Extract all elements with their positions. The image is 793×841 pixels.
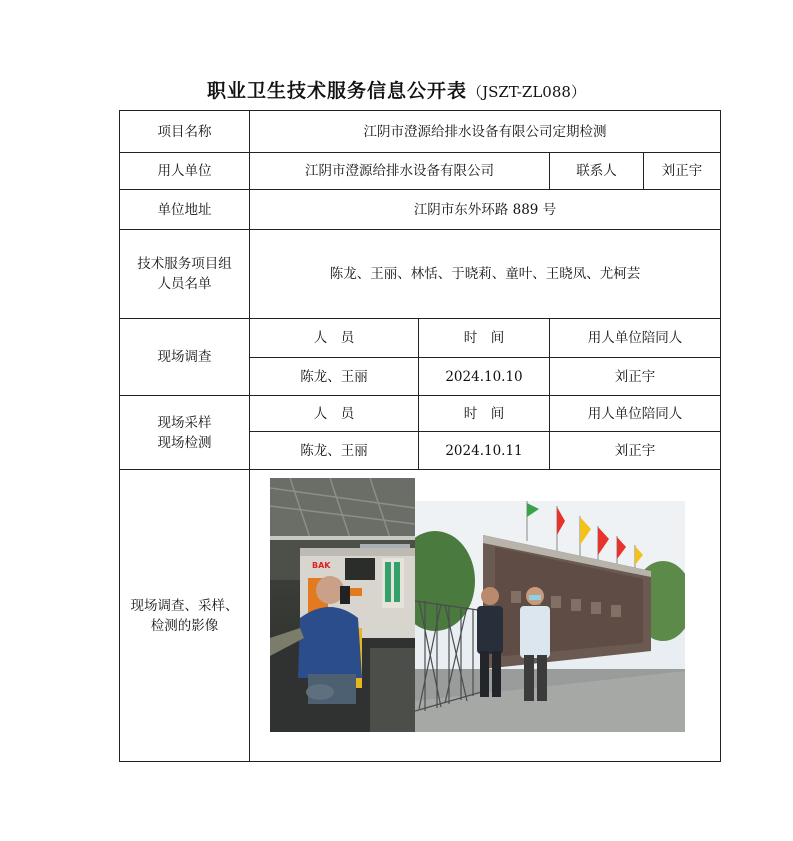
sampling-label [120,396,250,470]
project-label: 项目名称 [120,111,250,153]
project-value: 江阴市澄源给排水设备有限公司定期检测 [250,111,721,153]
survey-escort: 刘正宇 [550,358,721,396]
info-table [119,110,721,762]
survey-header-time: 时 间 [419,319,550,358]
photo-collage [250,471,720,761]
row-survey-header [120,319,721,358]
team-label [120,230,250,319]
page-title [0,76,793,103]
sampling-label-line2: 现场检测 [157,434,212,451]
factory-gate-photo [415,501,685,732]
team-label-line1: 技术服务项目组 [137,256,232,272]
row-address [120,190,721,230]
row-images [120,470,721,762]
survey-time: 2024.10.10 [419,358,550,396]
sampling-escort: 刘正宇 [550,432,721,470]
row-team [120,230,721,319]
form-code: （JSZT-ZL088） [467,83,586,101]
sampling-header-personnel: 人 员 [250,396,419,432]
team-value: 陈龙、王丽、林恬、于晓莉、童叶、王晓凤、尤柯芸 [250,230,721,319]
images-label-line2: 检测的影像 [150,617,219,634]
workshop-illustration [270,478,415,732]
address-label: 单位地址 [120,190,250,230]
row-employer [120,153,721,190]
contact-value: 刘正宇 [644,153,721,190]
sampling-personnel: 陈龙、王丽 [250,432,419,470]
sampling-header-time: 时 间 [419,396,550,432]
survey-header-personnel: 人 员 [250,319,419,358]
row-sampling-header [120,396,721,432]
sampling-time: 2024.10.11 [419,432,550,470]
sampling-label-line1: 现场采样 [157,414,212,431]
team-label-line2: 人员名单 [157,276,212,292]
sampling-header-escort: 用人单位陪同人 [550,396,721,432]
title-text: 职业卫生技术服务信息公开表 [207,80,468,102]
machine-brand: BAK [312,560,331,570]
row-project [120,111,721,153]
survey-header-escort: 用人单位陪同人 [550,319,721,358]
workshop-photo [270,478,415,732]
contact-label: 联系人 [550,153,644,190]
survey-personnel: 陈龙、王丽 [250,358,419,396]
images-cell [250,470,721,762]
factory-gate-illustration [415,501,685,732]
address-value: 江阴市东外环路 889 号 [250,190,721,230]
survey-label: 现场调查 [120,319,250,396]
images-label [120,470,250,762]
employer-label: 用人单位 [120,153,250,190]
images-label-line1: 现场调查、采样、 [130,597,239,614]
employer-value: 江阴市澄源给排水设备有限公司 [250,153,550,190]
